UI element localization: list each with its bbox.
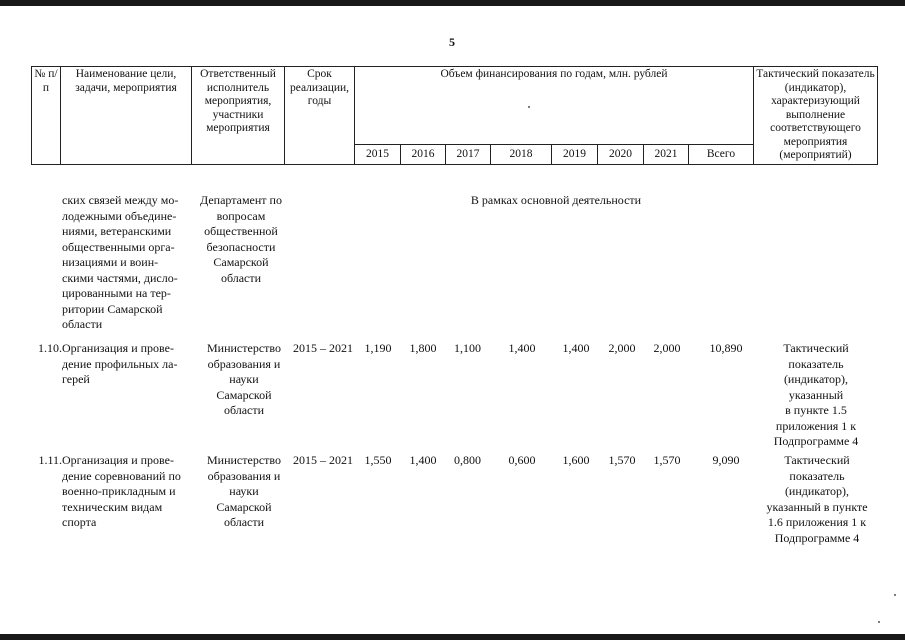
text-line: указанный [788,387,844,402]
scan-speck [878,621,880,623]
text-line: дение соревнований по [62,468,181,483]
header-no: № п/п [32,67,61,165]
page-number: 5 [449,35,455,49]
text-line: Департамент по [200,193,282,207]
text-line: скими частями, дисло- [62,270,178,285]
text-line: приложения 1 к [775,418,857,433]
bottom-border-rule [0,634,905,640]
text-line: Министерство [207,341,281,355]
text-line: лодежными объедине- [62,208,177,223]
text-line: общественной [204,224,278,238]
header-executor: Ответственный исполнитель мероприятия, участники мероприятия [192,67,285,165]
row-indicator [754,453,880,546]
row-value: 1,550 [364,453,392,467]
header-year: 2021 [644,145,689,164]
row-value: 2,000 [653,341,681,355]
text-line: военно-прикладным и [62,484,176,498]
row-number: 1.10. [38,341,62,355]
text-line: в пункте 1.5 [785,403,847,417]
text-line: ниями, ветеранскими [62,224,172,238]
row-value: 1,570 [608,453,636,467]
text-line: общественными орга- [62,239,175,254]
text-line: (индикатор), [783,372,849,386]
text-line: Тактический [784,453,850,467]
row-total: 10,890 [709,341,743,355]
row-value: 1,190 [364,341,392,355]
row-value: 1,400 [409,453,437,467]
text-line: Организация и прове- [62,341,174,355]
row-executor [194,453,294,531]
text-line: Подпрограмме 4 [774,530,860,545]
text-line: науки [229,484,259,498]
row-name [62,193,187,333]
header-financing: Объем финансирования по годам, млн. рублей [355,67,754,145]
text-line: области [220,270,262,285]
text-line: науки [229,372,259,386]
header-name: Наименование цели, задачи, мероприятия [61,67,192,165]
text-line: 1.6 приложения 1 к [767,515,867,529]
row-value: 0,600 [508,453,536,467]
row-executor [188,193,294,286]
header-year: 2018 [491,145,552,164]
text-line: Подпрограмме 4 [773,434,859,448]
text-line: цированными на тер- [62,286,171,300]
header-year: 2019 [552,145,598,164]
text-line: Самарской [216,387,272,402]
row-total: 9,090 [712,453,740,467]
header-year: 2020 [598,145,644,164]
text-line: области [223,403,265,417]
row-name [62,453,200,531]
row-value: 1,400 [508,341,536,355]
row-indicator [754,341,878,450]
row-value: 1,600 [562,453,590,467]
row-value: 0,800 [454,453,481,467]
text-line: дение профильных ла- [62,356,178,371]
header-indicator: Тактический показатель (индикатор), характеризующий выполнение соответствующего мероприятия (мероприятий) [754,67,878,165]
top-border-rule [0,0,905,6]
row-executor [194,341,294,419]
text-line: области [62,317,103,331]
text-line: образования и [207,468,281,483]
row-term: 2015 – 2021 [293,341,353,355]
text-line: герей [62,372,90,386]
text-line: Министерство [207,453,281,467]
text-line: образования и [207,356,281,371]
header-year: 2017 [446,145,491,164]
text-line: Самарской [213,255,269,269]
row-value: 1,800 [409,341,437,355]
header-table [31,66,878,165]
header-year: 2016 [401,145,446,164]
header-term: Срок реализации, годы [285,67,355,165]
row-note: В рамках основной деятельности [470,193,642,207]
text-line: показатель [789,468,845,483]
text-line: низациями и воин- [62,255,159,269]
row-value: 2,000 [608,341,636,355]
header-year: 2015 [355,145,401,164]
text-line: вопросам [216,208,266,223]
row-value: 1,400 [562,341,590,355]
text-line: показатель [788,356,844,371]
text-line: техническим видам [62,499,163,514]
text-line: области [223,515,265,529]
scan-speck [894,594,896,596]
row-term: 2015 – 2021 [293,453,353,467]
text-line: ритории Самарской [62,301,163,316]
text-line: спорта [62,515,97,529]
scan-speck [528,106,530,108]
text-line: безопасности [206,239,276,254]
text-line: Организация и прове- [62,453,174,467]
text-line: указанный в пункте [766,499,868,514]
text-line: Самарской [216,499,272,514]
text-line: (индикатор), [784,484,850,498]
row-value: 1,570 [653,453,681,467]
row-value: 1,100 [454,341,481,355]
header-total: Всего [689,145,754,164]
row-number: 1.11. [38,453,62,467]
row-name [62,341,187,388]
text-line: Тактический [783,341,849,355]
text-line: ских связей между мо- [62,193,179,207]
